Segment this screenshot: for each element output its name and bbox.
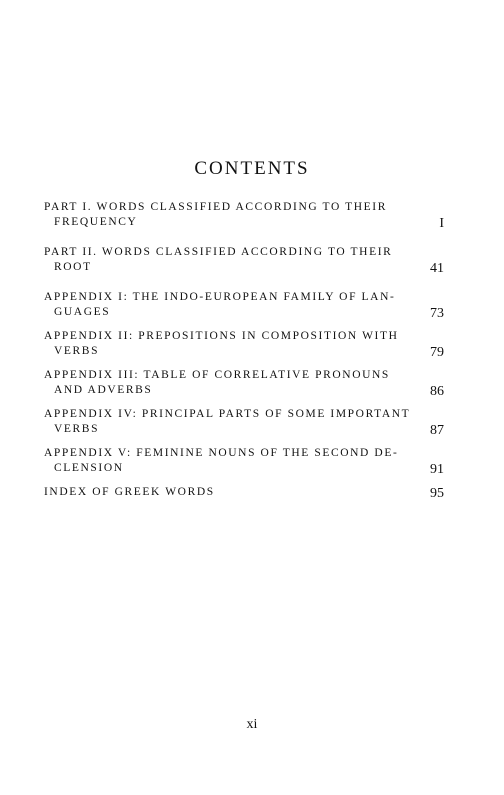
toc-entry-appendix-1 bbox=[44, 290, 444, 319]
toc-entry-title-continued: ROOT bbox=[54, 260, 92, 273]
toc-entry-appendix-2 bbox=[44, 329, 444, 358]
toc-page-number: 86 bbox=[430, 383, 444, 399]
toc-entry-part-2 bbox=[44, 245, 444, 274]
toc-entry-title-continued: GUAGES bbox=[54, 305, 111, 318]
toc-page-number: 73 bbox=[430, 305, 444, 321]
toc-entry-title-continued: CLENSION bbox=[54, 461, 124, 474]
toc-page-number: 79 bbox=[430, 344, 444, 360]
toc-entry-appendix-3 bbox=[44, 368, 444, 397]
toc-entry-title: PART II. WORDS CLASSIFIED ACCORDING TO THEIR bbox=[44, 246, 393, 258]
toc-entry-index bbox=[44, 485, 444, 500]
toc-page-number: 95 bbox=[430, 486, 444, 501]
toc-page-number: 41 bbox=[430, 260, 444, 276]
toc-entry-title-continued: VERBS bbox=[54, 344, 100, 357]
toc-entry-title-continued: VERBS bbox=[54, 422, 100, 435]
toc-entry-title-continued: FREQUENCY bbox=[54, 215, 138, 228]
toc-entry-title: INDEX OF GREEK WORDS bbox=[44, 486, 215, 498]
table-of-contents bbox=[44, 200, 444, 500]
page-title: CONTENTS bbox=[194, 158, 310, 179]
toc-entry-part-1 bbox=[44, 200, 444, 229]
page-folio: xi bbox=[246, 717, 258, 732]
toc-entry-title: APPENDIX I: THE INDO-EUROPEAN FAMILY OF LAN- bbox=[44, 291, 396, 303]
toc-entry-title: PART I. WORDS CLASSIFIED ACCORDING TO THEIR bbox=[44, 201, 387, 213]
toc-page-number: I bbox=[439, 215, 444, 231]
toc-entry-appendix-5 bbox=[44, 446, 444, 475]
toc-entry-title-continued: AND ADVERBS bbox=[54, 383, 153, 396]
toc-page-number: 91 bbox=[430, 461, 444, 477]
toc-entry-appendix-4 bbox=[44, 407, 444, 436]
toc-entry-title: APPENDIX IV: PRINCIPAL PARTS OF SOME IMPORTANT bbox=[44, 408, 411, 420]
toc-page-number: 87 bbox=[430, 422, 444, 438]
toc-entry-title: APPENDIX III: TABLE OF CORRELATIVE PRONOUNS bbox=[44, 369, 390, 381]
toc-entry-title: APPENDIX V: FEMININE NOUNS OF THE SECOND DE- bbox=[44, 447, 399, 459]
toc-entry-title: APPENDIX II: PREPOSITIONS IN COMPOSITION WITH bbox=[44, 330, 399, 342]
